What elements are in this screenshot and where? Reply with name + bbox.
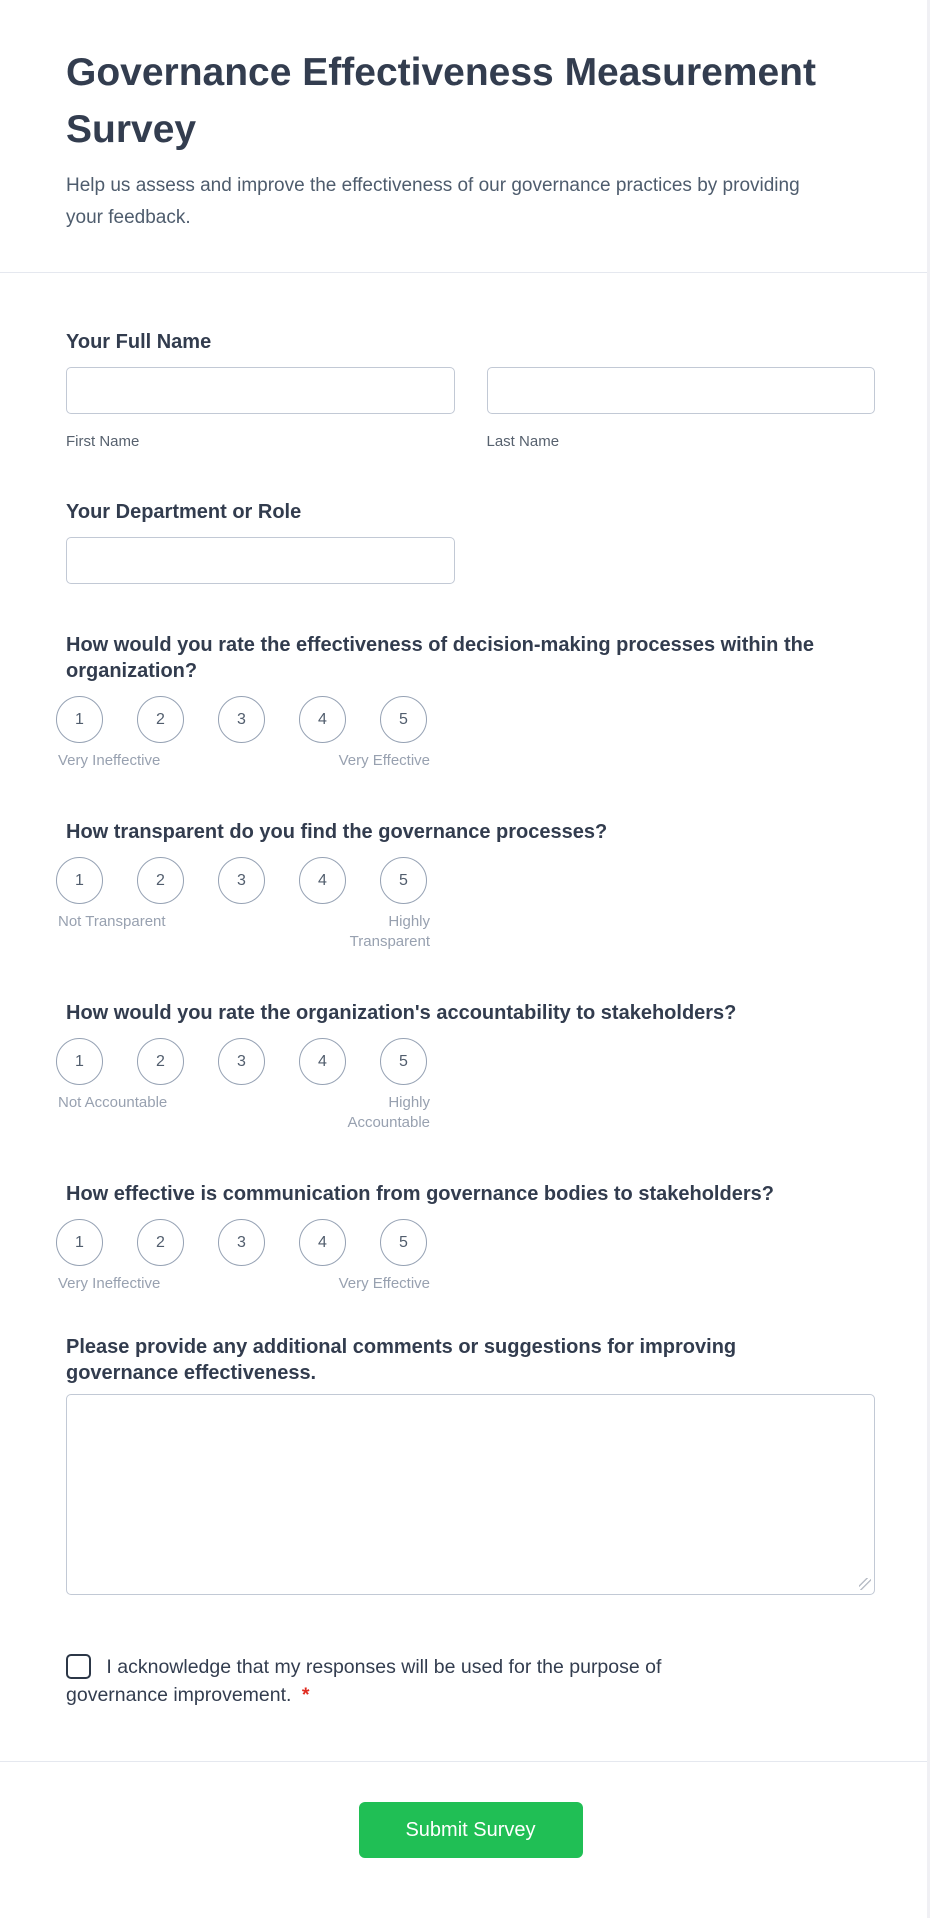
- first-name-sublabel: First Name: [66, 433, 140, 450]
- rating-option-4[interactable]: 4: [299, 696, 346, 743]
- department-input[interactable]: [66, 537, 455, 584]
- question-label: How effective is communication from governance bodies to stakeholders?: [66, 1183, 774, 1205]
- rating-option-3[interactable]: 3: [218, 857, 265, 904]
- required-asterisk: *: [301, 1684, 310, 1706]
- rating-option-3[interactable]: 3: [218, 696, 265, 743]
- rating-option-4[interactable]: 4: [299, 1038, 346, 1085]
- acknowledgement-text: I acknowledge that my responses will be used for the purpose of governance improvement.: [66, 1656, 662, 1706]
- submit-button[interactable]: Submit Survey: [359, 1802, 583, 1858]
- question-label: How transparent do you find the governance processes?: [66, 821, 608, 843]
- question-label: How would you rate the organization's accountability to stakeholders?: [66, 1002, 737, 1024]
- scale-max-label: Very Effective: [338, 752, 430, 769]
- scale-labels-row: [58, 1093, 430, 1133]
- rating-option-4[interactable]: 4: [299, 857, 346, 904]
- scale-labels-row: [58, 751, 430, 771]
- rating-option-2[interactable]: 2: [137, 1219, 184, 1266]
- scale-max-label: Very Effective: [338, 1275, 430, 1292]
- rating-option-2[interactable]: 2: [137, 696, 184, 743]
- first-name-input[interactable]: [66, 367, 455, 414]
- rating-option-5[interactable]: 5: [380, 1219, 427, 1266]
- rating-option-5[interactable]: 5: [380, 1038, 427, 1085]
- rating-option-2[interactable]: 2: [137, 857, 184, 904]
- rating-option-5[interactable]: 5: [380, 696, 427, 743]
- rating-option-4[interactable]: 4: [299, 1219, 346, 1266]
- rating-option-1[interactable]: 1: [56, 1219, 103, 1266]
- rating-question: [58, 1181, 875, 1294]
- rating-scale: [56, 1219, 875, 1266]
- last-name-input[interactable]: [487, 367, 876, 414]
- rating-option-5[interactable]: 5: [380, 857, 427, 904]
- rating-option-3[interactable]: 3: [218, 1219, 265, 1266]
- rating-option-1[interactable]: 1: [56, 857, 103, 904]
- acknowledgement-row: [66, 1653, 756, 1709]
- comments-textarea[interactable]: [66, 1394, 875, 1595]
- full-name-section: [66, 329, 875, 452]
- rating-question: [58, 1000, 875, 1133]
- rating-option-1[interactable]: 1: [56, 1038, 103, 1085]
- rating-question: [58, 632, 875, 771]
- question-label: How would you rate the effectiveness of decision-making processes within the organization?: [66, 634, 814, 682]
- rating-questions-container: [58, 632, 875, 1294]
- scale-min-label: Not Transparent: [58, 913, 166, 930]
- last-name-sublabel: Last Name: [486, 433, 560, 450]
- rating-scale: [56, 696, 875, 743]
- scale-min-label: Very Ineffective: [58, 752, 161, 769]
- form-header: [0, 0, 930, 234]
- rating-question: [58, 819, 875, 952]
- survey-form: [0, 273, 930, 1709]
- scale-labels-row: [58, 912, 430, 952]
- scale-max-label: Highly Transparent: [349, 913, 430, 950]
- comments-section: [66, 1334, 875, 1595]
- full-name-label: Your Full Name: [66, 331, 212, 353]
- scale-max-label: Highly Accountable: [347, 1094, 430, 1131]
- department-section: [66, 499, 875, 584]
- page-title: Governance Effectiveness Measurement Survey: [66, 51, 816, 151]
- rating-scale: [56, 1038, 875, 1085]
- rating-option-2[interactable]: 2: [137, 1038, 184, 1085]
- rating-scale: [56, 857, 875, 904]
- scale-labels-row: [58, 1274, 430, 1294]
- form-footer: [0, 1762, 930, 1910]
- comments-label: Please provide any additional comments or suggestions for improving governance effectiveness.: [66, 1336, 737, 1384]
- rating-option-1[interactable]: 1: [56, 696, 103, 743]
- acknowledgement-checkbox[interactable]: [66, 1654, 91, 1679]
- scale-min-label: Not Accountable: [58, 1094, 168, 1111]
- page-subtitle: Help us assess and improve the effectiveness of our governance practices by providing your feedback.: [66, 175, 800, 228]
- scale-min-label: Very Ineffective: [58, 1275, 161, 1292]
- rating-option-3[interactable]: 3: [218, 1038, 265, 1085]
- department-label: Your Department or Role: [66, 501, 302, 523]
